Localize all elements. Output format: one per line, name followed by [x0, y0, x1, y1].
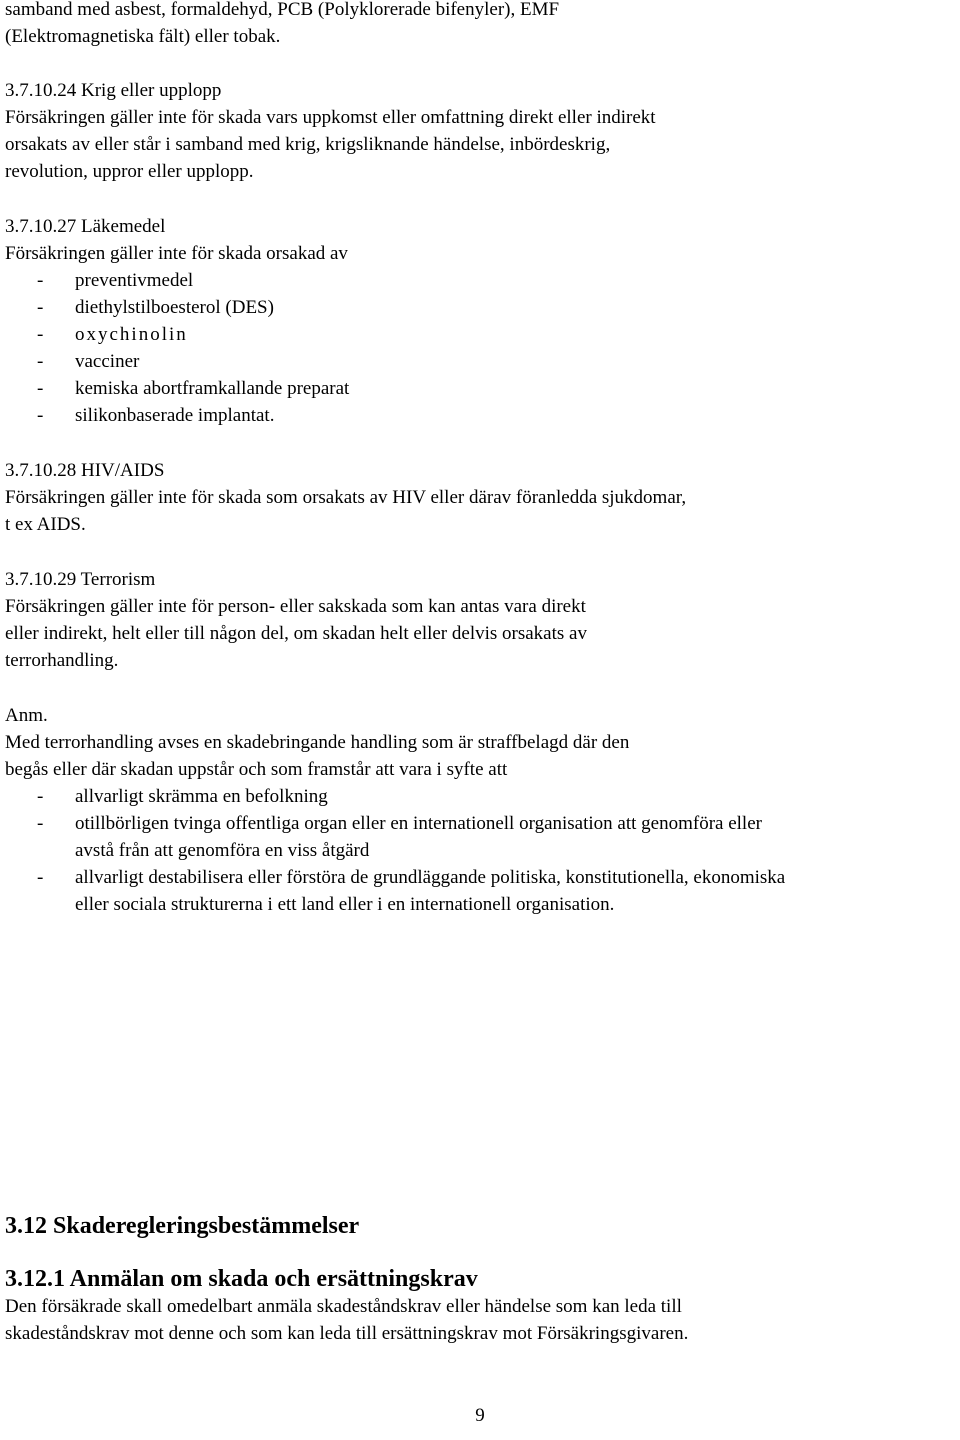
list-dash: -	[37, 351, 44, 372]
list-item	[5, 348, 349, 375]
list-item-text: silikonbaserade implantat.	[75, 405, 275, 426]
intro-paragraph	[5, 0, 559, 50]
list-item	[5, 783, 785, 810]
list-dash: -	[37, 786, 44, 807]
paragraph-line: Den försäkrade skall omedelbart anmäla skadeståndskrav eller händelse som kan leda till	[5, 1296, 682, 1317]
note-block	[5, 702, 785, 918]
list-dash: -	[37, 297, 44, 318]
paragraph-line: Försäkringen gäller inte för skada vars uppkomst eller omfattning direkt eller indirekt	[5, 107, 656, 128]
list-dash: -	[37, 405, 44, 426]
paragraph-line: terrorhandling.	[5, 650, 119, 671]
list-item	[5, 321, 349, 348]
paragraph-line: begås eller där skadan uppstår och som framstår att vara i syfte att	[5, 759, 508, 780]
list-item-text: vacciner	[75, 351, 140, 372]
paragraph-line: (Elektromagnetiska fält) eller tobak.	[5, 26, 281, 47]
list-item-text: oxychinolin	[75, 324, 188, 345]
list-item	[5, 294, 349, 321]
list-item	[5, 267, 349, 294]
list-item-text: allvarligt skrämma en befolkning	[75, 786, 328, 807]
list-dash: -	[37, 867, 44, 888]
section-hiv-aids	[5, 457, 686, 538]
list-item-text: preventivmedel	[75, 270, 194, 291]
list-dash: -	[37, 324, 44, 345]
section-heading: 3.7.10.28 HIV/AIDS	[5, 460, 165, 481]
paragraph-line: orsakats av eller står i samband med krig, krigsliknande händelse, inbördeskrig,	[5, 134, 611, 155]
paragraph-line: samband med asbest, formaldehyd, PCB (Polyklorerade bifenyler), EMF	[5, 0, 560, 20]
section-heading: 3.7.10.29 Terrorism	[5, 569, 156, 590]
paragraph-line: revolution, uppror eller upplopp.	[5, 161, 254, 182]
paragraph-line: Med terrorhandling avses en skadebringande handling som är straffbelagd där den	[5, 732, 630, 753]
list-item	[5, 402, 349, 429]
list-dash: -	[37, 378, 44, 399]
paragraph-line: Försäkringen gäller inte för skada orsakad av	[5, 243, 348, 264]
paragraph-line: eller indirekt, helt eller till någon del, om skadan helt eller delvis orsakats av	[5, 623, 587, 644]
list-dash: -	[37, 813, 44, 834]
paragraph-line: Försäkringen gäller inte för person- eller sakskada som kan antas vara direkt	[5, 596, 586, 617]
section-anmalan-paragraph	[5, 1293, 688, 1347]
list-item-continuation: eller sociala strukturerna i ett land eller i en internationell organisation.	[75, 894, 615, 915]
list-item-text: allvarligt destabilisera eller förstöra de grundläggande politiska, konstitutionella, ekonomiska	[75, 867, 786, 888]
paragraph-line: Försäkringen gäller inte för skada som orsakats av HIV eller därav föranledda sjukdomar,	[5, 487, 687, 508]
list-item-text: diethylstilboesterol (DES)	[75, 297, 274, 318]
list-item-text: otillbörligen tvinga offentliga organ eller en internationell organisation att genomföra eller	[75, 813, 762, 834]
list-item-continuation: avstå från att genomföra en viss åtgärd	[75, 840, 370, 861]
section-heading: 3.7.10.24 Krig eller upplopp	[5, 80, 222, 101]
list-item	[5, 375, 349, 402]
paragraph-line: skadeståndskrav mot denne och som kan leda till ersättningskrav mot Försäkringsgivaren.	[5, 1323, 689, 1344]
section-heading-3-12: 3.12 Skaderegleringsbestämmelser	[5, 1213, 360, 1239]
list-item	[5, 810, 785, 837]
list-item-text: kemiska abortframkallande preparat	[75, 378, 350, 399]
section-krig-eller-upplopp	[5, 77, 656, 185]
paragraph-line: t ex AIDS.	[5, 514, 86, 535]
note-label: Anm.	[5, 705, 48, 726]
section-heading-3-12-1: 3.12.1 Anmälan om skada och ersättningskrav	[5, 1266, 478, 1292]
list-item	[5, 864, 785, 891]
page-number: 9	[475, 1405, 485, 1426]
section-lakemedel	[5, 213, 349, 429]
list-dash: -	[37, 270, 44, 291]
section-terrorism	[5, 566, 587, 674]
section-heading: 3.7.10.27 Läkemedel	[5, 216, 166, 237]
